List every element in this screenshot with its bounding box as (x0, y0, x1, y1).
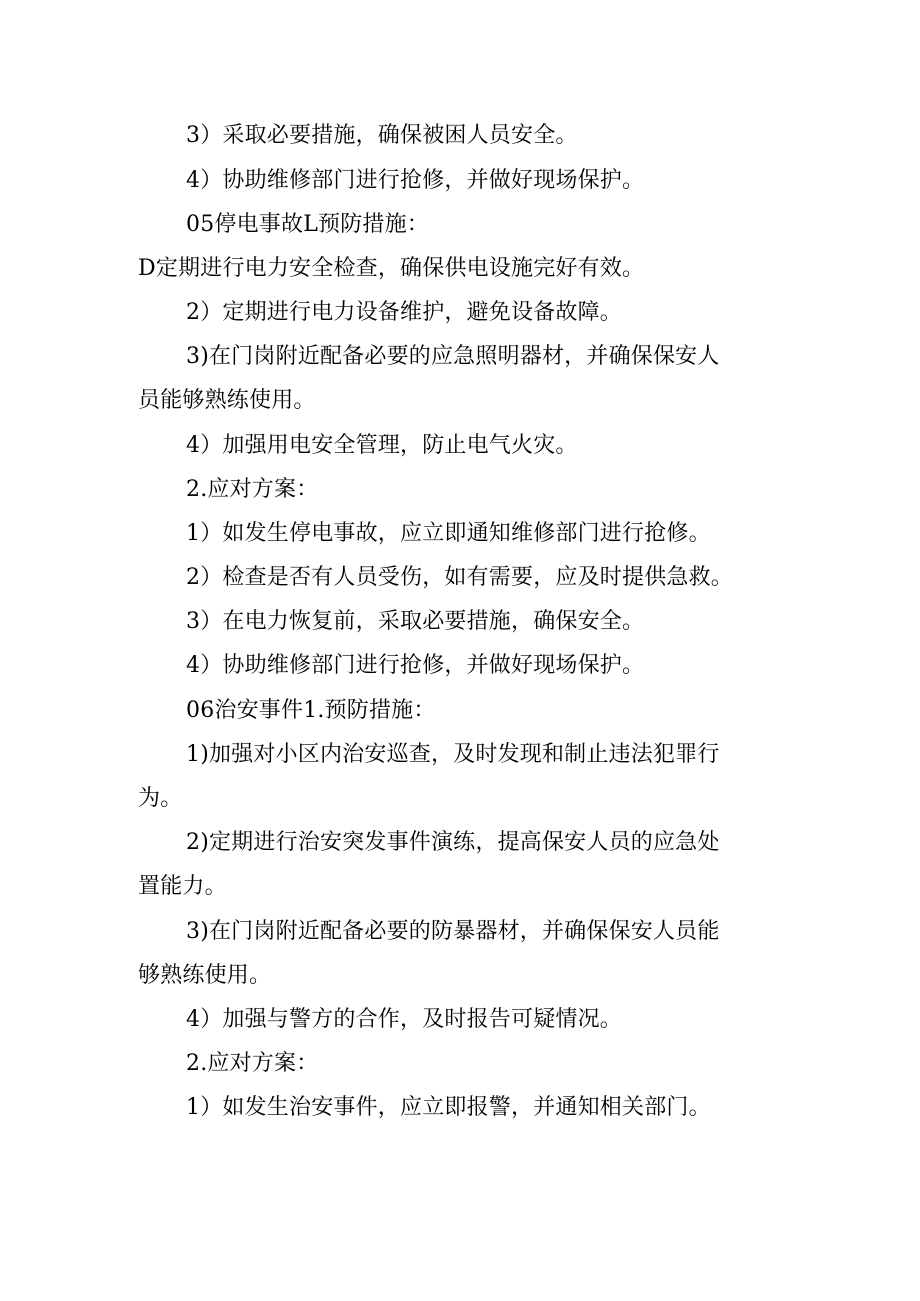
paragraph-line: 2)定期进行治安突发事件演练，提高保安人员的应急处 (186, 830, 720, 855)
paragraph-line: 1)加强对小区内治安巡查，及时发现和制止违法犯罪行 (186, 742, 720, 767)
paragraph-line: 置能力。 (138, 874, 227, 899)
paragraph-line: 3)在门岗附近配备必要的防暴器材，并确保保安人员能 (186, 919, 720, 944)
paragraph-line: 4）协助维修部门进行抢修，并做好现场保护。 (186, 168, 645, 193)
paragraph-line: 够熟练使用。 (138, 963, 272, 988)
paragraph-line: 为。 (138, 786, 183, 811)
paragraph-line: 4）协助维修部门进行抢修，并做好现场保护。 (186, 653, 645, 678)
section-heading: 05停电事故L预防措施： (186, 212, 430, 237)
paragraph-line: D定期进行电力安全检查，确保供电设施完好有效。 (138, 256, 645, 281)
section-heading: 2.应对方案： (186, 1051, 319, 1076)
paragraph-line: 3)在门岗附近配备必要的应急照明器材，并确保保安人 (186, 344, 720, 369)
paragraph-line: 1）如发生停电事故，应立即通知维修部门进行抢修。 (186, 521, 711, 546)
paragraph-line: 3）在电力恢复前，采取必要措施，确保安全。 (186, 609, 645, 634)
paragraph-line: 员能够熟练使用。 (138, 388, 316, 413)
paragraph-line: 4）加强与警方的合作，及时报告可疑情况。 (186, 1007, 622, 1032)
section-heading: 2.应对方案： (186, 477, 319, 502)
paragraph-line: 1）如发生治安事件，应立即报警，并通知相关部门。 (186, 1095, 711, 1120)
paragraph-line: 2）检查是否有人员受伤，如有需要，应及时提供急救。 (186, 565, 733, 590)
paragraph-line: 2）定期进行电力设备维护，避免设备故障。 (186, 300, 622, 325)
section-heading: 06治安事件1.预防措施： (186, 698, 436, 723)
paragraph-line: 3）采取必要措施，确保被困人员安全。 (186, 123, 578, 148)
paragraph-line: 4）加强用电安全管理，防止电气火灾。 (186, 433, 578, 458)
